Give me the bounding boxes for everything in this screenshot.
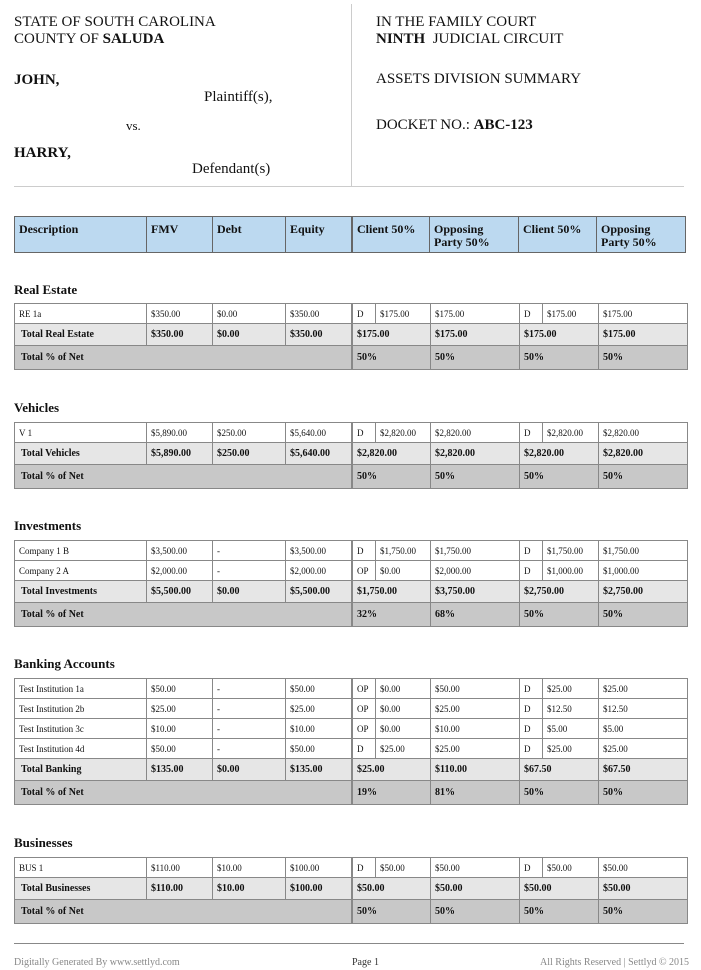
opposing-share-2: $25.00 [599,739,688,759]
pct-client: 50% [353,346,431,370]
opposing-share-2: $175.00 [599,304,688,324]
opposing-share-2: $50.00 [599,858,688,878]
client-share: $0.00 [376,561,431,581]
investments-left-table [14,540,352,627]
col-opposing-2: Opposing Party 50% [597,217,686,253]
client-flag: D [353,858,376,878]
total-equity: $5,500.00 [286,581,352,603]
opposing-share: $50.00 [431,858,520,878]
client-share-2: $50.00 [543,858,599,878]
total-debt: $0.00 [213,324,286,346]
row-debt: - [213,679,286,699]
table-row [15,719,352,739]
client-share: $0.00 [376,719,431,739]
table-row [353,304,688,324]
total-fmv: $135.00 [147,759,213,781]
row-fmv: $350.00 [147,304,213,324]
table-row [15,679,352,699]
col-client-1: Client 50% [353,217,430,253]
footer-generated-by: Digitally Generated By www.settlyd.com [14,957,180,968]
businesses-right-table [352,857,688,924]
total-client-2: $50.00 [520,878,599,900]
vehicles-left-table [14,422,352,489]
row-equity: $10.00 [286,719,352,739]
client-flag-2: D [520,561,543,581]
section-title-banking: Banking Accounts [14,656,115,671]
table-row [353,541,688,561]
client-share-2: $25.00 [543,739,599,759]
pct-opposing: 81% [431,781,520,805]
footer-divider [14,943,684,944]
percent-row [353,346,688,370]
total-equity: $350.00 [286,324,352,346]
row-fmv: $10.00 [147,719,213,739]
percent-row [15,900,352,924]
total-opposing: $110.00 [431,759,520,781]
row-equity: $100.00 [286,858,352,878]
docket-line: DOCKET NO.: ABC-123 [376,117,533,133]
pct-opposing-2: 50% [599,346,688,370]
section-title-businesses: Businesses [14,835,73,850]
percent-row [353,781,688,805]
opposing-share: $175.00 [431,304,520,324]
investments-right-table [352,540,688,627]
client-flag: D [353,304,376,324]
row-debt: - [213,541,286,561]
column-header-right [352,216,686,253]
client-flag: OP [353,679,376,699]
table-row [15,739,352,759]
table-row [353,561,688,581]
client-flag: D [353,541,376,561]
col-equity: Equity [286,217,352,253]
total-client-2: $2,820.00 [520,443,599,465]
pct-client: 19% [353,781,431,805]
total-client: $2,820.00 [353,443,431,465]
total-opposing-2: $2,820.00 [599,443,688,465]
table-row [353,858,688,878]
col-description: Description [15,217,147,253]
client-share-2: $5.00 [543,719,599,739]
pct-client-2: 50% [520,781,599,805]
row-equity: $25.00 [286,699,352,719]
footer-page-number: Page 1 [352,957,379,968]
client-flag-2: D [520,739,543,759]
row-equity: $350.00 [286,304,352,324]
table-row [15,858,352,878]
row-fmv: $2,000.00 [147,561,213,581]
percent-row [15,465,352,489]
row-description: Test Institution 4d [15,739,147,759]
pct-opposing-2: 50% [599,900,688,924]
total-row [15,581,352,603]
total-client-2: $175.00 [520,324,599,346]
total-fmv: $350.00 [147,324,213,346]
total-opposing-2: $175.00 [599,324,688,346]
table-row [353,739,688,759]
percent-row [15,346,352,370]
column-header-left [14,216,352,253]
percent-row [15,781,352,805]
total-debt: $0.00 [213,759,286,781]
pct-client-2: 50% [520,603,599,627]
total-row [353,581,688,603]
total-opposing-2: $2,750.00 [599,581,688,603]
county-line: COUNTY OF SALUDA [14,31,165,47]
table-row [353,679,688,699]
total-debt: $250.00 [213,443,286,465]
plaintiff-label: Plaintiff(s), [204,89,273,105]
table-row [353,699,688,719]
table-row [15,423,352,443]
opposing-share-2: $1,000.00 [599,561,688,581]
client-flag: OP [353,561,376,581]
opposing-share: $2,000.00 [431,561,520,581]
total-client: $50.00 [353,878,431,900]
total-row [353,324,688,346]
row-description: RE 1a [15,304,147,324]
businesses-left-table [14,857,352,924]
total-fmv: $5,890.00 [147,443,213,465]
section-title-investments: Investments [14,518,82,533]
client-share-2: $1,000.00 [543,561,599,581]
opposing-share: $1,750.00 [431,541,520,561]
client-share-2: $2,820.00 [543,423,599,443]
row-equity: $2,000.00 [286,561,352,581]
row-equity: $50.00 [286,679,352,699]
table-row [15,541,352,561]
percent-label: Total % of Net [15,603,352,627]
row-description: Test Institution 2b [15,699,147,719]
row-equity: $3,500.00 [286,541,352,561]
row-description: V 1 [15,423,147,443]
defendant-name: HARRY, [14,145,71,161]
client-flag: D [353,739,376,759]
row-fmv: $50.00 [147,679,213,699]
total-row [353,878,688,900]
opposing-share: $25.00 [431,739,520,759]
total-opposing: $3,750.00 [431,581,520,603]
opposing-share-2: $1,750.00 [599,541,688,561]
total-client: $25.00 [353,759,431,781]
defendant-label: Defendant(s) [192,161,271,177]
opposing-share: $2,820.00 [431,423,520,443]
total-debt: $10.00 [213,878,286,900]
vehicles-right-table [352,422,688,489]
col-opposing-1: Opposing Party 50% [430,217,519,253]
pct-client-2: 50% [520,900,599,924]
row-fmv: $5,890.00 [147,423,213,443]
client-share-2: $25.00 [543,679,599,699]
total-label: Total Investments [15,581,147,603]
pct-client: 50% [353,900,431,924]
opposing-share: $50.00 [431,679,520,699]
client-share: $0.00 [376,679,431,699]
client-share: $1,750.00 [376,541,431,561]
client-share: $175.00 [376,304,431,324]
row-equity: $5,640.00 [286,423,352,443]
pct-opposing: 68% [431,603,520,627]
footer-copyright: All Rights Reserved | Settlyd © 2015 [540,957,690,968]
client-flag-2: D [520,858,543,878]
table-row [15,561,352,581]
circuit-line: NINTH JUDICIAL CIRCUIT [376,31,564,47]
row-debt: - [213,739,286,759]
client-flag: OP [353,699,376,719]
client-share-2: $1,750.00 [543,541,599,561]
opposing-share-2: $2,820.00 [599,423,688,443]
client-share: $0.00 [376,699,431,719]
total-fmv: $5,500.00 [147,581,213,603]
pct-client-2: 50% [520,346,599,370]
section-title-vehicles: Vehicles [14,400,60,415]
total-fmv: $110.00 [147,878,213,900]
total-label: Total Vehicles [15,443,147,465]
table-row [15,699,352,719]
total-client: $175.00 [353,324,431,346]
client-flag-2: D [520,541,543,561]
total-equity: $5,640.00 [286,443,352,465]
opposing-share: $10.00 [431,719,520,739]
total-label: Total Banking [15,759,147,781]
total-row [353,443,688,465]
total-opposing-2: $67.50 [599,759,688,781]
opposing-share-2: $5.00 [599,719,688,739]
table-row [353,719,688,739]
banking-right-table [352,678,688,805]
pct-opposing: 50% [431,900,520,924]
total-client-2: $67.50 [520,759,599,781]
client-share: $25.00 [376,739,431,759]
pct-client: 32% [353,603,431,627]
total-row [353,759,688,781]
percent-row [353,603,688,627]
total-row [15,324,352,346]
pct-opposing-2: 50% [599,781,688,805]
total-opposing-2: $50.00 [599,878,688,900]
court-name: IN THE FAMILY COURT [376,14,537,30]
total-equity: $135.00 [286,759,352,781]
percent-label: Total % of Net [15,781,352,805]
opposing-share-2: $25.00 [599,679,688,699]
section-title-real-estate: Real Estate [14,282,78,297]
client-flag-2: D [520,699,543,719]
table-row [15,304,352,324]
row-debt: - [213,561,286,581]
row-equity: $50.00 [286,739,352,759]
header-horizontal-divider [14,186,684,187]
total-opposing: $175.00 [431,324,520,346]
state-line: STATE OF SOUTH CAROLINA [14,14,216,30]
real-estate-right-table [352,303,688,370]
total-equity: $100.00 [286,878,352,900]
opposing-share: $25.00 [431,699,520,719]
row-debt: - [213,719,286,739]
client-flag: D [353,423,376,443]
total-row [15,878,352,900]
col-client-2: Client 50% [519,217,597,253]
total-client-2: $2,750.00 [520,581,599,603]
client-share-2: $12.50 [543,699,599,719]
client-share-2: $175.00 [543,304,599,324]
pct-opposing-2: 50% [599,465,688,489]
row-description: Company 1 B [15,541,147,561]
client-share: $2,820.00 [376,423,431,443]
row-debt: $10.00 [213,858,286,878]
row-description: Test Institution 1a [15,679,147,699]
row-description: Test Institution 3c [15,719,147,739]
table-row [353,423,688,443]
row-fmv: $3,500.00 [147,541,213,561]
client-flag-2: D [520,304,543,324]
opposing-share-2: $12.50 [599,699,688,719]
document-title: ASSETS DIVISION SUMMARY [376,71,582,87]
col-debt: Debt [213,217,286,253]
row-debt: - [213,699,286,719]
client-share: $50.00 [376,858,431,878]
row-description: Company 2 A [15,561,147,581]
row-fmv: $25.00 [147,699,213,719]
client-flag: OP [353,719,376,739]
row-fmv: $110.00 [147,858,213,878]
row-debt: $250.00 [213,423,286,443]
row-debt: $0.00 [213,304,286,324]
total-opposing: $50.00 [431,878,520,900]
client-flag-2: D [520,679,543,699]
pct-client: 50% [353,465,431,489]
row-fmv: $50.00 [147,739,213,759]
total-label: Total Real Estate [15,324,147,346]
client-flag-2: D [520,719,543,739]
col-fmv: FMV [147,217,213,253]
total-label: Total Businesses [15,878,147,900]
pct-client-2: 50% [520,465,599,489]
percent-row [15,603,352,627]
percent-label: Total % of Net [15,346,352,370]
versus: vs. [126,118,141,133]
client-flag-2: D [520,423,543,443]
real-estate-left-table [14,303,352,370]
total-row [15,443,352,465]
banking-left-table [14,678,352,805]
total-client: $1,750.00 [353,581,431,603]
percent-row [353,465,688,489]
pct-opposing: 50% [431,465,520,489]
pct-opposing: 50% [431,346,520,370]
pct-opposing-2: 50% [599,603,688,627]
plaintiff-name: JOHN, [14,72,60,88]
total-debt: $0.00 [213,581,286,603]
total-opposing: $2,820.00 [431,443,520,465]
total-row [15,759,352,781]
percent-row [353,900,688,924]
header-vertical-divider [351,4,352,186]
percent-label: Total % of Net [15,900,352,924]
percent-label: Total % of Net [15,465,352,489]
row-description: BUS 1 [15,858,147,878]
